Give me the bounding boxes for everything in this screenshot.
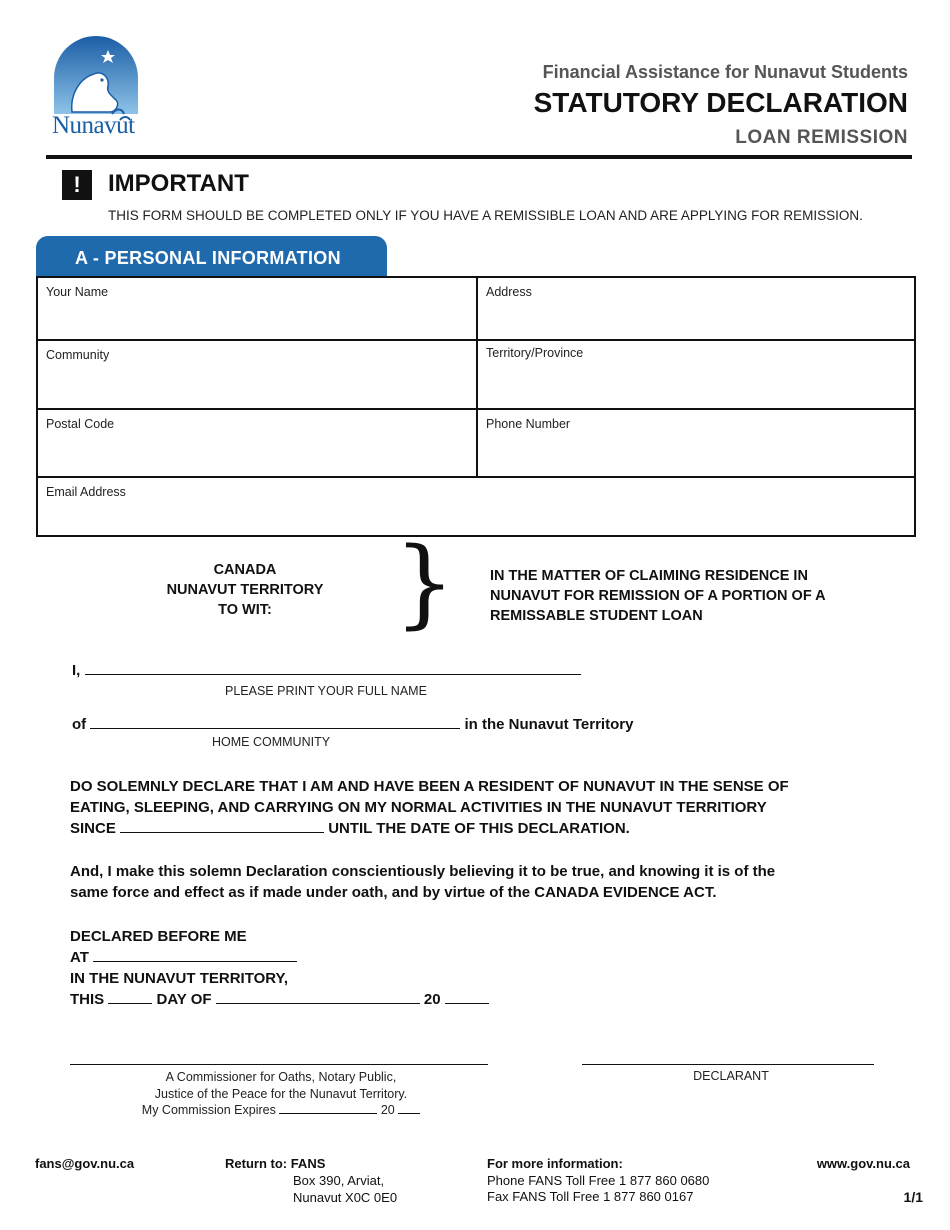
commissioner-caption [70,1069,492,1119]
commissioner-line-2: Justice of the Peace for the Nunavut Territory. [154,1086,408,1101]
matter-line-2: NUNAVUT FOR REMISSION OF A PORTION OF A [490,588,826,604]
jurisdiction-country: CANADA [213,562,277,578]
month-blank[interactable] [216,991,420,1004]
solemn-declaration [70,776,789,839]
header-rule [46,155,912,159]
declared-before-block [70,926,489,1010]
day-blank[interactable] [108,991,152,1004]
address-field-label: Address [486,285,532,299]
home-community-caption: HOME COMMUNITY [212,735,331,749]
since-label: SINCE [70,820,116,837]
jurisdiction-to-wit: TO WIT: [218,602,272,618]
of-suffix: in the Nunavut Territory [464,716,634,733]
declarant-signature-line[interactable] [582,1064,874,1065]
address-field[interactable] [478,278,914,341]
commissioner-signature-line[interactable] [70,1064,488,1065]
exclamation-icon: ! [62,170,92,200]
commission-expires-year: 20 [380,1103,395,1117]
jurisdiction-block [150,560,340,620]
section-a-tab: A - PERSONAL INFORMATION [36,236,387,278]
name-field[interactable] [38,278,478,341]
jurisdiction-territory: NUNAVUT TERRITORY [166,582,324,598]
commissioner-line-1: A Commissioner for Oaths, Notary Public, [165,1070,397,1084]
return-line-1: Box 390, Arviat, [293,1173,385,1188]
phone-toll-free: Phone FANS Toll Free 1 877 860 0680 [487,1172,710,1188]
solemn-line-1: DO SOLEMNLY DECLARE THAT I AM AND HAVE BEEN A RESIDENT OF NUNAVUT IN THE SENSE OF [70,778,789,795]
declarant-caption: DECLARANT [693,1069,769,1083]
declared-before-label: DECLARED BEFORE ME [70,928,247,945]
home-community-blank[interactable] [90,716,460,729]
solemn-line-2: EATING, SLEEPING, AND CARRYING ON MY NORMAL ACTIVITIES IN THE NUNAVUT TERRITIORY [70,799,767,816]
footer-email[interactable]: fans@gov.nu.ca [35,1156,135,1171]
name-field-label: Your Name [46,285,109,299]
community-field[interactable] [38,341,478,410]
return-address [293,1173,397,1206]
important-text: THIS FORM SHOULD BE COMPLETED ONLY IF YOU HAVE A REMISSIBLE LOAN AND ARE APPLYING FOR REMISSION. [108,208,863,223]
conscience-line-1: And, I make this solemn Declaration conscientiously believing it to be true, and knowing it is of the [70,863,776,880]
phone-field-label: Phone Number [486,417,571,431]
at-label: AT [70,949,89,966]
more-info-label: For more information: [487,1156,623,1171]
community-line [72,716,633,733]
phone-field[interactable] [478,410,914,478]
return-label: Return to: FANS [225,1156,326,1171]
postal-code-field[interactable] [38,410,478,478]
fax-toll-free: Fax FANS Toll Free 1 877 860 0167 [487,1189,694,1204]
page-title: STATUTORY DECLARATION [533,87,908,118]
year-prefix: 20 [423,991,441,1008]
year-blank[interactable] [445,991,489,1004]
postal-code-field-label: Postal Code [46,417,115,431]
community-field-label: Community [46,348,110,362]
page-number: 1/1 [903,1189,923,1205]
full-name-caption: PLEASE PRINT YOUR FULL NAME [225,684,427,698]
day-of-label: DAY OF [156,991,212,1008]
territory-field[interactable] [478,341,914,410]
nunavut-logo [50,34,142,144]
commission-year-blank[interactable] [398,1103,420,1114]
of-label: of [72,716,87,733]
i-label: I, [72,662,81,679]
matter-line-1: IN THE MATTER OF CLAIMING RESIDENCE IN [490,568,808,584]
brace-icon: } [394,527,456,639]
conscience-line-2: same force and effect as if made under oath, and by virtue of the CANADA EVIDENCE ACT. [70,884,717,901]
conscience-paragraph [70,861,775,903]
since-suffix: UNTIL THE DATE OF THIS DECLARATION. [328,820,630,837]
full-name-blank[interactable] [85,662,581,675]
footer-website[interactable]: www.gov.nu.ca [816,1156,910,1171]
commission-expires-label: My Commission Expires [141,1103,276,1117]
in-territory-label: IN THE NUNAVUT TERRITORY, [70,970,289,987]
email-field[interactable] [38,478,914,535]
at-place-blank[interactable] [93,949,297,962]
commission-expires-blank[interactable] [279,1103,377,1114]
since-date-blank[interactable] [120,820,324,833]
territory-field-label: Territory/Province [486,346,584,360]
matter-line-3: REMISSABLE STUDENT LOAN [490,608,703,624]
personal-info-grid [36,276,916,537]
matter-block [490,566,870,626]
important-title: IMPORTANT [108,170,249,197]
this-label: THIS [70,991,105,1008]
nunavut-wordmark: Nunavut [52,112,135,139]
program-name: Financial Assistance for Nunavut Students [542,62,908,82]
page-subtitle: LOAN REMISSION [735,127,908,148]
email-field-label: Email Address [46,485,126,499]
return-line-2: Nunavut X0C 0E0 [293,1189,398,1205]
name-line [72,662,581,679]
more-info-block [487,1156,709,1206]
